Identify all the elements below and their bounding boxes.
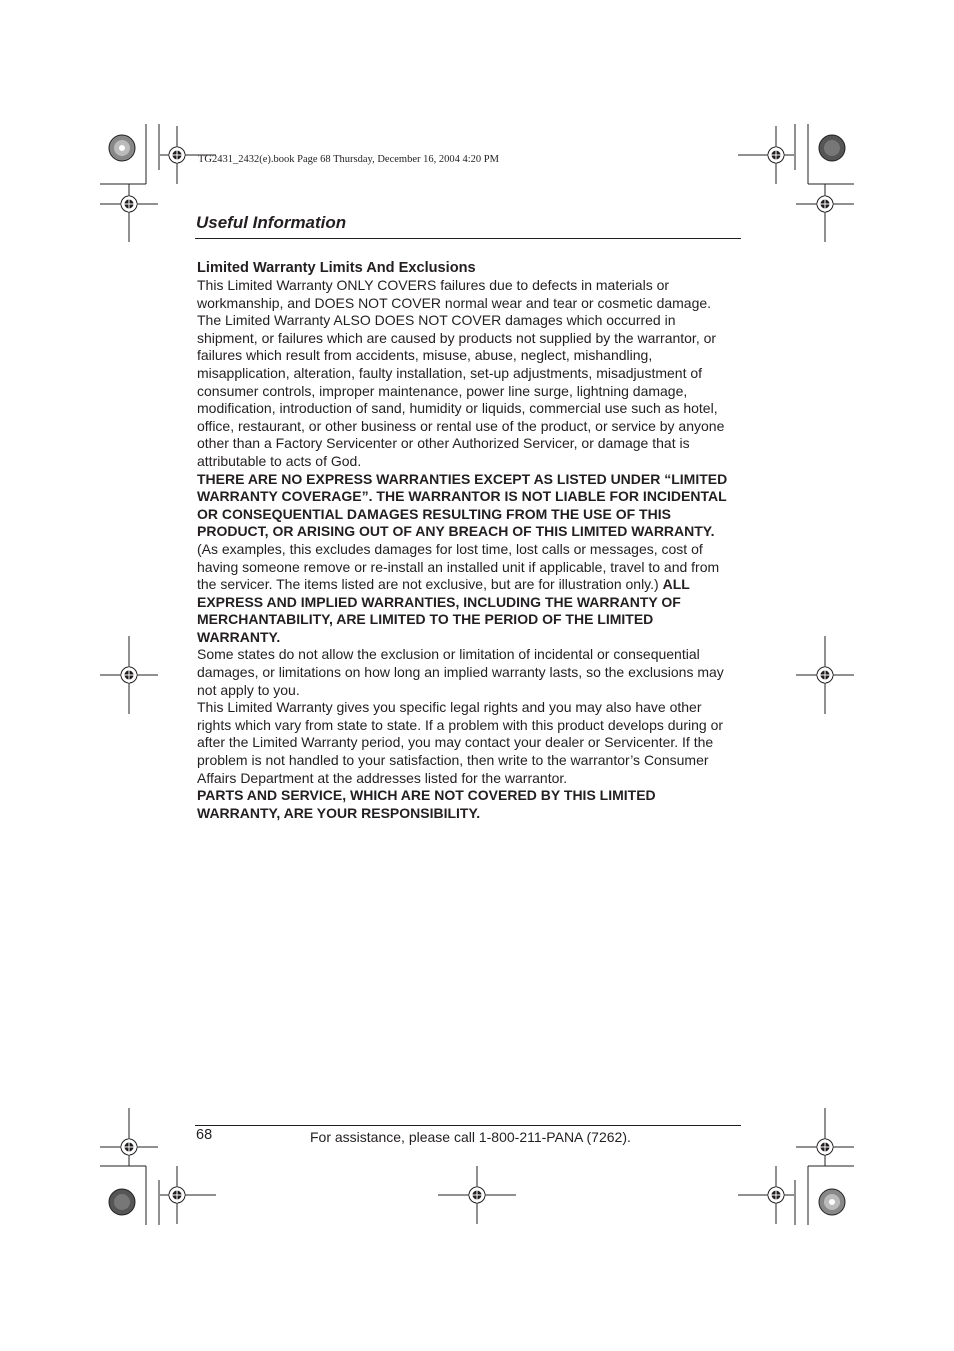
- responsibility-bold-text: PARTS AND SERVICE, WHICH ARE NOT COVERED BY THIS LIMITED WARRANTY, ARE YOUR RESPONSIBILITY.: [197, 787, 656, 821]
- paragraph-legal-rights: This Limited Warranty gives you specific legal rights and you may also have other rights which vary from state to state. If a problem with this product develops during or after the Limited Warranty period, you may contact your dealer or Servicenter. If the problem is not handled to your satisfaction, then write to the warrantor’s Consumer Affairs Department at the addresses listed for the warrantor.: [197, 699, 724, 786]
- color-wheel-icon: [819, 1189, 845, 1215]
- registration-mark-icon: [121, 196, 137, 212]
- registration-mark-icon: [169, 1187, 185, 1203]
- registration-mark-icon: [121, 667, 137, 683]
- registration-mark-icon: [169, 147, 185, 163]
- registration-mark-icon: [817, 667, 833, 683]
- footer-rule: [195, 1125, 741, 1126]
- assistance-footer: For assistance, please call 1-800-211-PANA (7262).: [310, 1129, 631, 1145]
- section-title: Useful Information: [196, 213, 347, 232]
- registration-mark-icon: [817, 196, 833, 212]
- gray-target-icon: [109, 1189, 135, 1215]
- print-slug: TG2431_2432(e).book Page 68 Thursday, December 16, 2004 4:20 PM: [198, 154, 499, 165]
- paragraph-exclusions: This Limited Warranty ONLY COVERS failures due to defects in materials or workmanship, and DOES NOT COVER normal wear and tear or cosmetic damage. The Limited Warranty ALSO DOES NOT COVER damages which occurred in shipment, or failures which are caused by products not supplied by the warrantor, or failures which result from accidents, misuse, abuse, neglect, mishandling, misapplication, alteration, faulty installation, set-up adjustments, misadjustment of consumer controls, improper maintenance, power line surge, lightning damage, modification, introduction of sand, humidity or liquids, commercial use such as hotel, office, restaurant, or other business or rental use of the product, or service by anyone other than a Factory Servicenter or other Authorized Servicer, or damage that is attributable to acts of God.: [197, 277, 725, 469]
- warranty-heading: Limited Warranty Limits And Exclusions: [197, 260, 476, 276]
- page-number: 68: [196, 1127, 213, 1143]
- header-rule: [195, 238, 741, 239]
- paragraph-liability: [197, 471, 737, 647]
- registration-mark-icon: [768, 147, 784, 163]
- implied-warranties-bold-text: ALL EXPRESS AND IMPLIED WARRANTIES, INCLUDING THE WARRANTY OF MERCHANTABILITY, ARE LIMITED TO THE PERIOD OF THE LIMITED WARRANTY.: [197, 576, 690, 645]
- registration-mark-icon: [768, 1187, 784, 1203]
- color-wheel-icon: [109, 135, 135, 161]
- registration-mark-icon: [121, 1139, 137, 1155]
- liability-examples-text: (As examples, this excludes damages for lost time, lost calls or messages, cost of having someone remove or re-install an installed unit if applicable, travel to and from the servicer. The items listed are not exclusive, but are for illustration only.): [197, 540, 720, 593]
- paragraph-state-variation: Some states do not allow the exclusion or limitation of incidental or consequential damages, or limitations on how long an implied warranty lasts, so the exclusions may not apply to you.: [197, 646, 724, 698]
- registration-mark-icon: [817, 1139, 833, 1155]
- gray-target-icon: [819, 135, 845, 161]
- paragraph-responsibility: [197, 787, 737, 822]
- warranty-body: [197, 277, 737, 822]
- registration-mark-icon: [469, 1187, 485, 1203]
- liability-bold-text: THERE ARE NO EXPRESS WARRANTIES EXCEPT AS LISTED UNDER “LIMITED WARRANTY COVERAGE”. THE WARRANTOR IS NOT LIABLE FOR INCIDENTAL OR CONSEQUENTIAL DAMAGES RESULTING FROM THE USE OF THIS PRODUCT, OR ARISING OUT OF ANY BREACH OF THIS LIMITED WARRANTY.: [197, 470, 728, 540]
